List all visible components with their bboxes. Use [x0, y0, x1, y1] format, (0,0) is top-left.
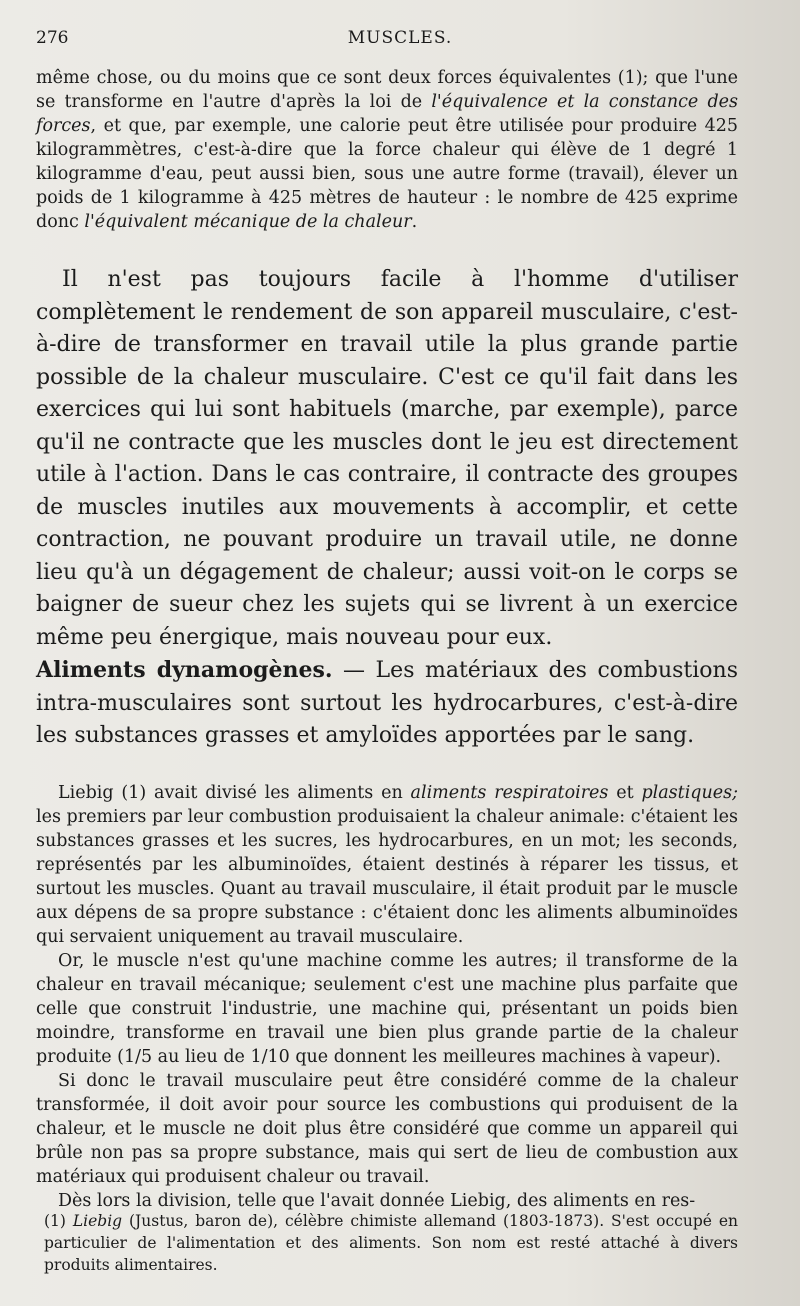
paragraph-liebig [36, 781, 738, 949]
text-run: les premiers par leur combustion produisaient la chaleur animale: c'étaient les substances grasses et les sucres, les hydrocarbures, en un mot; les seconds, représentés par les albuminoïdes, étaient destinés à réparer les tissus, et surtout les muscles. Quant au travail musculaire, il était produit par le muscle aux dépens de sa propre substance : c'étaient donc les aliments albuminoïdes qui servaient uniquement au travail musculaire. [36, 806, 738, 947]
text-run: , et que, par exemple, une calorie peut être utilisée pour produire 425 kilogrammètres, c'est-à-dire que la force chaleur qui élève de 1 degré 1 kilogramme d'eau, peut aussi bien, sous une autre forme (travail), élever un poids de 1 kilogramme à 425 mètres de hauteur : le nombre de 425 exprime donc [36, 116, 738, 232]
footnote-marker: (1) [44, 1212, 73, 1230]
page-number: 276 [36, 28, 69, 48]
top-paragraph-block [36, 66, 738, 234]
text-run: Liebig (1) avait divisé les aliments en [58, 782, 411, 803]
small-text-block [36, 781, 738, 1213]
paragraph-division: Dès lors la division, telle que l'avait donnée Liebig, des aliments en res- [58, 1190, 696, 1211]
text-run: (Justus, baron de), célèbre chimiste allemand (1803-1873). S'est occupé en particulier de l'alimentation et des aliments. Son nom est resté attaché à divers produits alimentaires. [44, 1212, 739, 1274]
section-heading: Aliments dynamogènes. [36, 657, 333, 683]
paragraph-dynamogenic-foods [36, 654, 738, 753]
italic-phrase: l'équivalent mécanique de la chaleur [84, 212, 412, 232]
large-text-block [36, 264, 738, 753]
footnote [44, 1210, 738, 1276]
text-run: . [411, 212, 418, 232]
running-title: MUSCLES. [347, 28, 453, 48]
italic-phrase: aliments respiratoires [410, 782, 609, 803]
footnote-text [44, 1210, 738, 1276]
paragraph-combustion: Si donc le travail musculaire peut être considéré comme de la chaleur transformée, il doit avoir pour source les combustions qui produisent de la chaleur, et le muscle ne doit plus être considéré que comme un appareil qui brûle non pas sa propre substance, mais qui sert de lieu de combustion aux matériaux qui produisent chaleur ou travail. [36, 1070, 738, 1187]
text-run: même chose, ou du moins que ce sont deux forces équivalentes (1); que l'une se transforme en l'autre d'après la loi de [36, 68, 738, 112]
text-run: — Les matériaux des combustions intra-musculaires sont surtout les hydrocarbures, c'est-à-dire les substances grasses et amyloïdes apportées par le sang. [36, 658, 738, 748]
page-header [36, 28, 738, 48]
paragraph-muscle-machine: Or, le muscle n'est qu'une machine comme les autres; il transforme de la chaleur en travail mécanique; seulement c'est une machine plus parfaite que celle que construit l'industrie, une machine qui, présentant un poids bien moindre, transforme en travail une bien plus grande partie de la chaleur produite (1/5 au lieu de 1/10 que donnent les meilleures machines à vapeur). [36, 950, 738, 1067]
italic-phrase: Liebig [72, 1212, 123, 1230]
italic-phrase: plastiques; [641, 782, 739, 803]
paragraph-continuation [36, 66, 738, 234]
paragraph-muscular-yield: Il n'est pas toujours facile à l'homme d'utiliser complètement le rendement de son appareil musculaire, c'est-à-dire de transformer en travail utile la plus grande partie possible de la chaleur musculaire. C'est ce qu'il fait dans les exercices qui lui sont habituels (marche, par exemple), parce qu'il ne contracte que les muscles dont le jeu est directement utile à l'action. Dans le cas contraire, il contracte des groupes de muscles inutiles aux mouvements à accomplir, et cette contraction, ne pouvant produire un travail utile, ne donne lieu qu'à un dégagement de chaleur; aussi voit-on le corps se baigner de sueur chez les sujets qui se livrent à un exercice même peu énergique, mais nouveau pour eux. [36, 267, 738, 650]
text-run: et [608, 782, 642, 803]
italic-phrase: l'équivalence et la constance des forces [36, 92, 738, 136]
